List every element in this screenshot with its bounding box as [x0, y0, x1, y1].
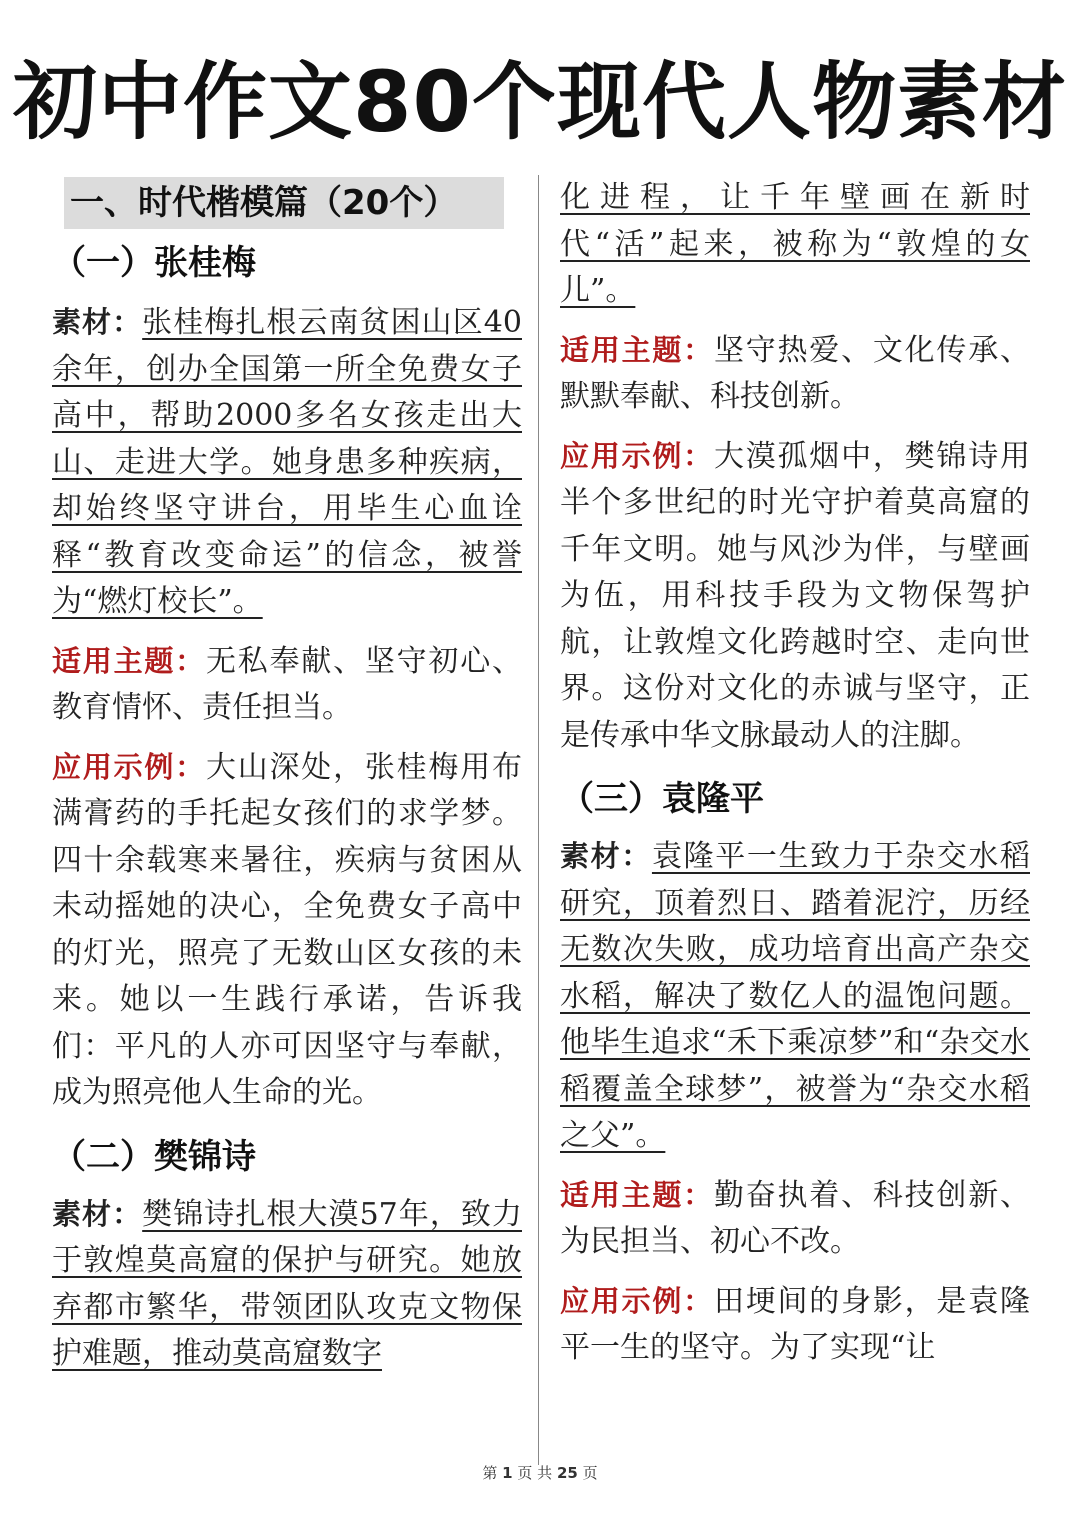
themes-zhang: [52, 638, 522, 732]
theme-label: 适用主题：: [560, 332, 714, 367]
example-label: 应用示例：: [560, 1283, 714, 1318]
section-heading: 一、时代楷模篇（20个）: [64, 177, 504, 229]
footer-middle: 页 共: [517, 1464, 553, 1482]
material-fan: [52, 1191, 522, 1378]
total-pages: 25: [556, 1464, 578, 1482]
person-heading-yuan: （三）袁隆平: [560, 779, 764, 819]
person-heading-fan: （二）樊锦诗: [52, 1136, 256, 1177]
example-zhang: [52, 744, 522, 1117]
themes-fan: [560, 327, 1030, 421]
material-text: 袁隆平一生致力于杂交水稻研究，顶着烈日、踏着泥泞，历经无数次失败，成功培育出高产杂交水稻，解决了数亿人的温饱问题。他毕生追求“禾下乘凉梦”和“杂交水稻覆盖全球梦”，被誉为“杂交水稻之父”。: [560, 839, 1030, 1153]
theme-text: 勤奋执着、科技创新、为民担当、初心不改。: [560, 1177, 1030, 1259]
material-label: 素材：: [52, 1196, 143, 1231]
footer-suffix: 页: [582, 1464, 598, 1482]
theme-label: 适用主题：: [52, 643, 206, 678]
right-column: [560, 175, 1030, 1372]
theme-text: 无私奉献、坚守初心、教育情怀、责任担当。: [52, 643, 522, 725]
person-heading-zhang: （一）张桂梅: [52, 243, 256, 283]
column-divider: [538, 175, 539, 1465]
themes-yuan: [560, 1172, 1030, 1266]
material-zhang: [52, 299, 522, 626]
material-label: 素材：: [560, 839, 652, 873]
material-yuan: [560, 833, 1030, 1160]
example-text: 大山深处，张桂梅用布满膏药的手托起女孩们的求学梦。四十余载寒来暑往，疾病与贫困从未动摇她的决心，全免费女子高中的灯光，照亮了无数山区女孩的未来。她以一生践行承诺，告诉我们：平凡的人亦可因坚守与奉献，成为照亮他人生命的光。: [52, 749, 522, 1110]
page-footer: [0, 1462, 1080, 1483]
page-title: 初中作文80个现代人物素材: [13, 53, 1067, 151]
example-text: 田埂间的身影，是袁隆平一生的坚守。为了实现“让: [560, 1283, 1030, 1365]
example-label: 应用示例：: [52, 749, 206, 784]
material-label: 素材：: [52, 305, 143, 339]
material-text: 张桂梅扎根云南贫困山区40余年，创办全国第一所全免费女子高中，帮助2000多名女孩走出大山、走进大学。她身患多种疾病，却始终坚守讲台，用毕生心血诠释“教育改变命运”的信念，被誉为“燃灯校长”。: [52, 305, 522, 619]
example-yuan: [560, 1278, 1030, 1372]
material-text: 樊锦诗扎根大漠57年，致力于敦煌莫高窟的保护与研究。她放弃都市繁华，带领团队攻克文物保护难题，推动莫高窟数字: [52, 1196, 522, 1371]
theme-text: 坚守热爱、文化传承、默默奉献、科技创新。: [560, 332, 1030, 414]
material-text: 化进程，让千年壁画在新时代“活”起来，被称为“敦煌的女儿”。: [560, 180, 1030, 308]
example-text: 大漠孤烟中，樊锦诗用半个多世纪的时光守护着莫高窟的千年文明。她与风沙为伴，与壁画为伍，用科技手段为文物保驾护航，让敦煌文化跨越时空、走向世界。这份对文化的赤诚与坚守，正是传承中华文脉最动人的注脚。: [560, 438, 1030, 753]
material-fan-continued: [560, 175, 1030, 315]
page-number: 1: [502, 1464, 513, 1482]
footer-prefix: 第: [482, 1464, 498, 1482]
example-fan: [560, 433, 1030, 760]
example-label: 应用示例：: [560, 438, 714, 473]
theme-label: 适用主题：: [560, 1177, 714, 1212]
left-column: [52, 175, 522, 1378]
